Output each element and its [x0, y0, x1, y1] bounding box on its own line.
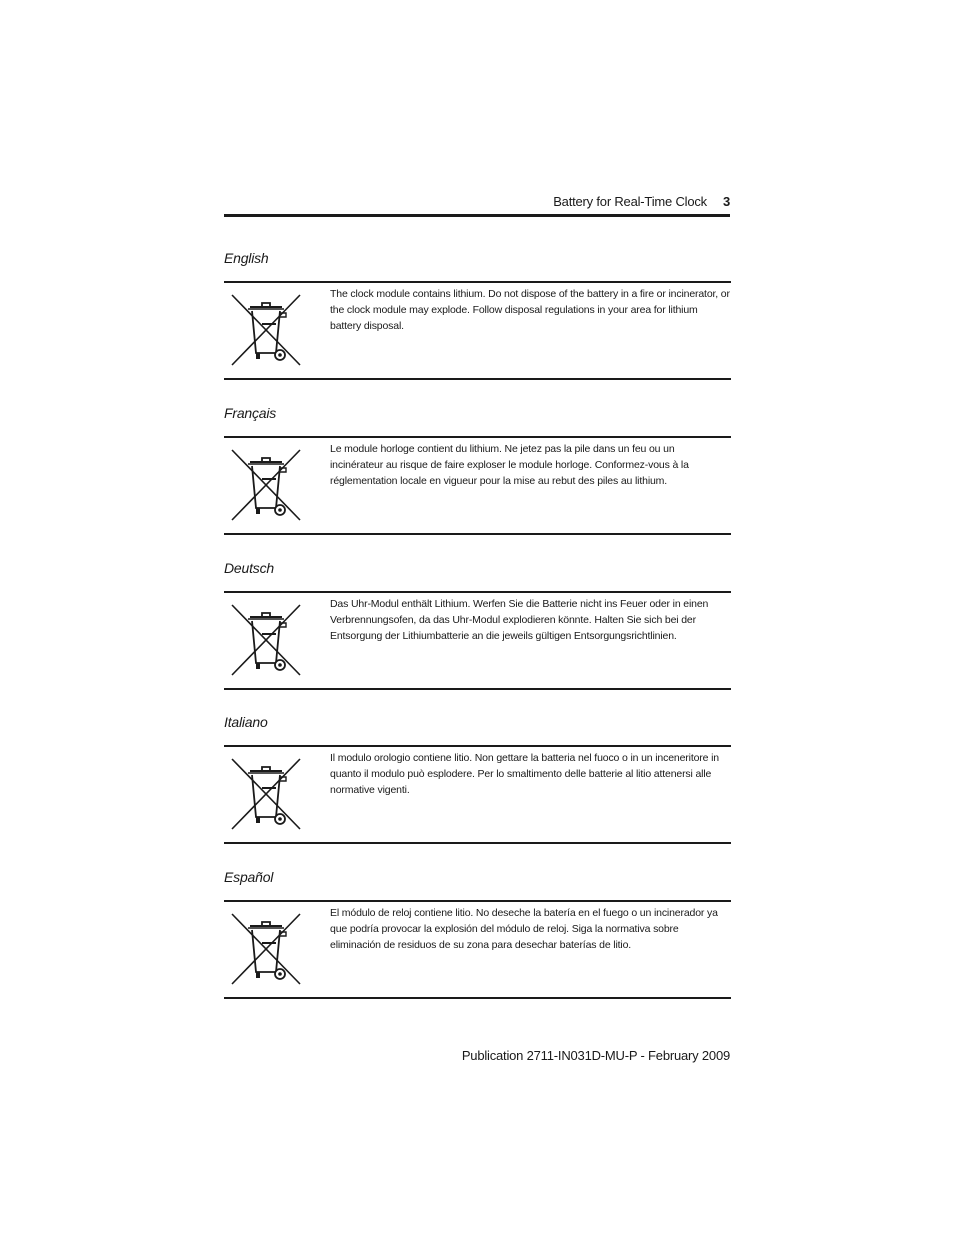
- publication-footer: Publication 2711-IN031D-MU-P - February 2009: [461, 1048, 730, 1063]
- section-espanol: [224, 867, 731, 951]
- section-english: [224, 248, 731, 332]
- header-title: Battery for Real-Time Clock: [553, 193, 707, 209]
- header-rule: [224, 214, 730, 217]
- notice-text: The clock module contains lithium. Do not dispose of the battery in a fire or incinerator, or the clock module may explode. Follow disposal regulations in your area for lithium battery disposal.: [330, 288, 730, 332]
- running-header: [224, 190, 730, 212]
- crossed-out-wheelie-bin-icon: [228, 446, 304, 524]
- page-number: 3: [722, 193, 730, 209]
- disposal-notice: [224, 900, 731, 999]
- disposal-notice: [224, 745, 731, 844]
- crossed-out-wheelie-bin-icon: [228, 291, 304, 369]
- notice-text: Das Uhr-Modul enthält Lithium. Werfen Sie die Batterie nicht ins Feuer oder in einen Verbrennungsofen, da das Uhr-Modul explodieren könnte. Halten Sie sich bei der Entsorgung der Lithiumbatterie an die jeweils gültigen Entsorgungsrichtlinien.: [330, 598, 709, 642]
- crossed-out-wheelie-bin-icon: [228, 755, 304, 833]
- crossed-out-wheelie-bin-icon: [228, 910, 304, 988]
- language-heading: Français: [224, 405, 277, 421]
- disposal-notice: [224, 436, 731, 535]
- language-heading: Italiano: [224, 714, 268, 730]
- disposal-notice: [224, 591, 731, 690]
- notice-text: El módulo de reloj contiene litio. No deseche la batería en el fuego o un incinerador ya que podría provocar la explosión del módulo de reloj. Siga la normativa sobre eliminación de residuos de su zona para desechar baterías de litio.: [330, 907, 718, 951]
- disposal-notice: [224, 281, 731, 380]
- language-heading: Deutsch: [224, 560, 274, 576]
- notice-text: Le module horloge contient du lithium. Ne jetez pas la pile dans un feu ou un incinérateur au risque de faire exploser le module horloge. Conformez-vous à la réglementation locale en vigueur pour la mise au rebut des piles au lithium.: [330, 443, 689, 487]
- section-francais: [224, 403, 731, 487]
- notice-text: Il modulo orologio contiene litio. Non gettare la batteria nel fuoco o in un inceneritore in quanto il modulo può esplodere. Per lo smaltimento delle batterie al litio attenersi alle normative vigenti.: [330, 752, 719, 796]
- language-heading: English: [224, 250, 269, 266]
- section-deutsch: [224, 558, 731, 642]
- language-heading: Español: [224, 869, 274, 885]
- crossed-out-wheelie-bin-icon: [228, 601, 304, 679]
- section-italiano: [224, 712, 731, 796]
